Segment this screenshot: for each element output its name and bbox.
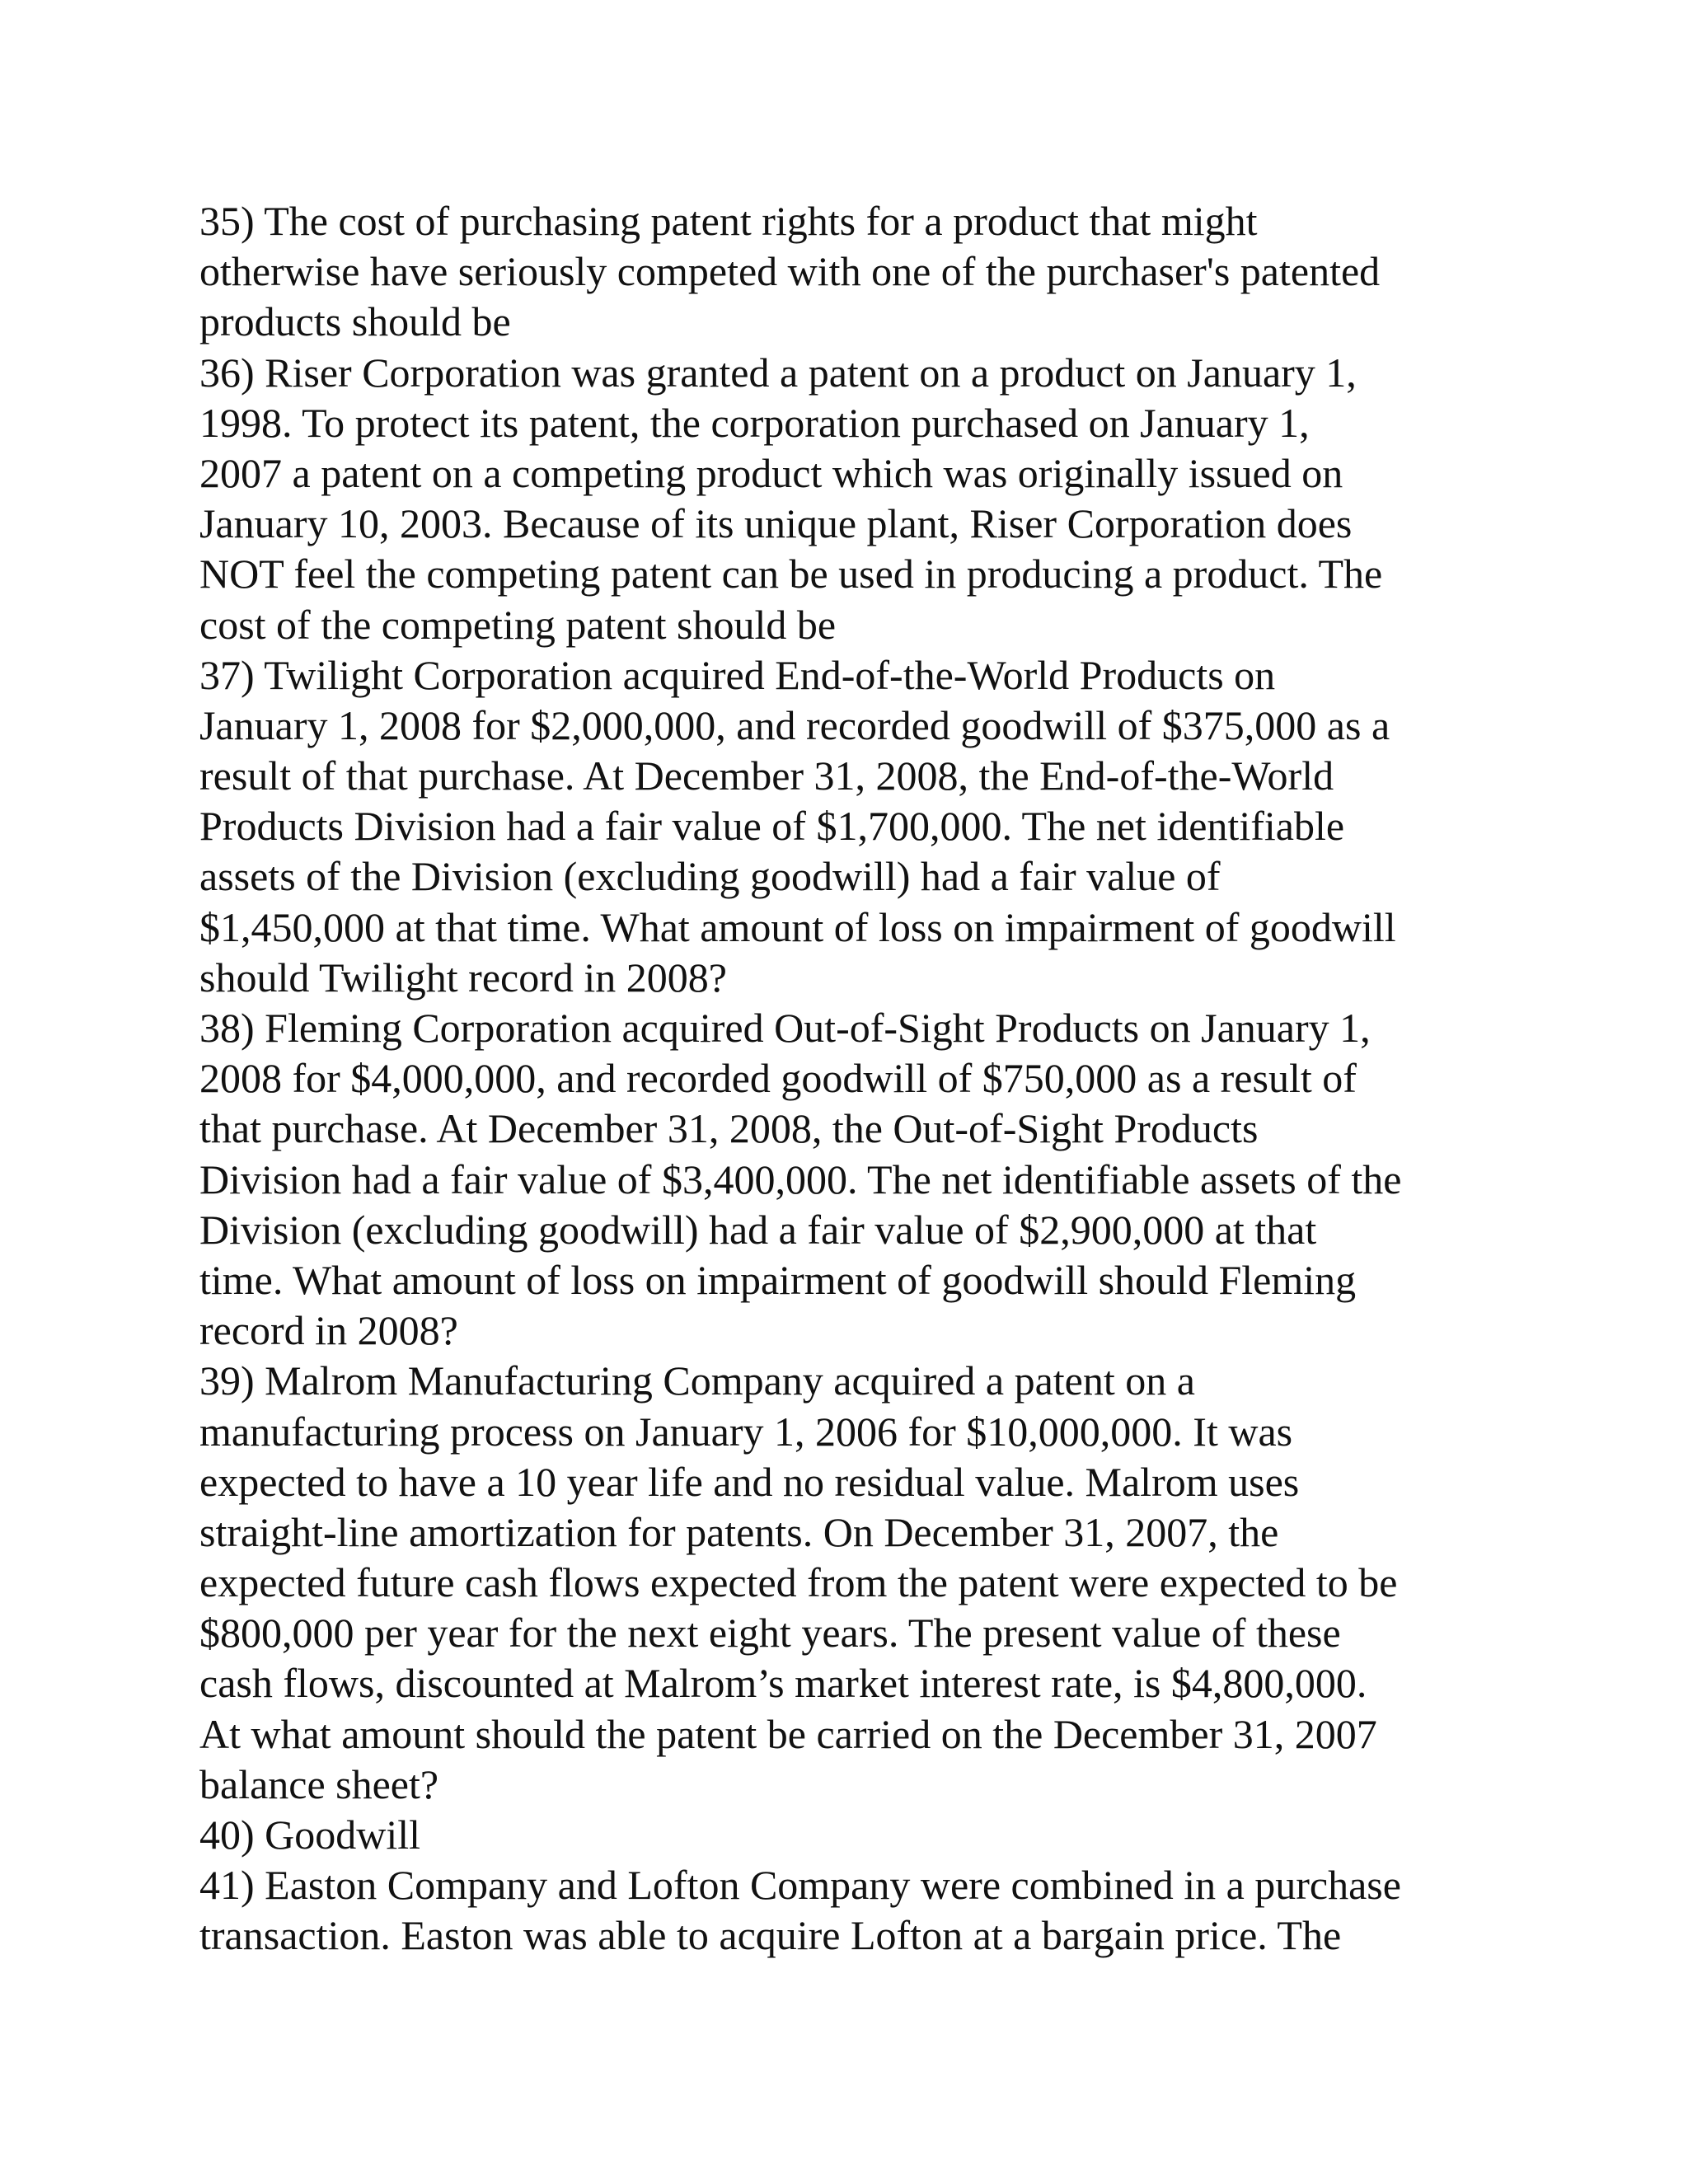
text-line: cost of the competing patent should be <box>199 601 837 648</box>
text-line: $1,450,000 at that time. What amount of loss on impairment of goodwill <box>199 903 1396 950</box>
text-line: 1998. To protect its patent, the corporation purchased on January 1, <box>199 399 1310 446</box>
text-line: Products Division had a fair value of $1,700,000. The net identifiable <box>199 803 1345 850</box>
text-line: Division had a fair value of $3,400,000. The net identifiable assets of the <box>199 1155 1402 1202</box>
text-line: January 10, 2003. Because of its unique plant, Riser Corporation does <box>199 500 1353 547</box>
text-line: expected future cash flows expected from the patent were expected to be <box>199 1559 1398 1606</box>
text-line: Division (excluding goodwill) had a fair value of $2,900,000 at that <box>199 1206 1317 1253</box>
text-line: otherwise have seriously competed with one of the purchaser's patented <box>199 248 1381 295</box>
text-line: result of that purchase. At December 31, 2008, the End-of-the-World <box>199 752 1334 799</box>
text-line: products should be <box>199 298 511 345</box>
text-line: cash flows, discounted at Malrom’s market interest rate, is $4,800,000. <box>199 1660 1367 1707</box>
text-line: balance sheet? <box>199 1760 439 1807</box>
text-line: NOT feel the competing patent can be used in producing a product. The <box>199 551 1383 598</box>
text-line: 36) Riser Corporation was granted a patent on a product on January 1, <box>199 349 1357 396</box>
text-line: assets of the Division (excluding goodwill) had a fair value of <box>199 853 1221 900</box>
text-line: 2008 for $4,000,000, and recorded goodwill of $750,000 as a result of <box>199 1055 1357 1102</box>
text-line: $800,000 per year for the next eight years. The present value of these <box>199 1610 1341 1657</box>
text-line: record in 2008? <box>199 1307 458 1354</box>
text-line: 40) Goodwill <box>199 1811 421 1858</box>
text-line: 38) Fleming Corporation acquired Out-of-Sight Products on January 1, <box>199 1005 1371 1051</box>
text-line: At what amount should the patent be carried on the December 31, 2007 <box>199 1710 1377 1757</box>
text-line: transaction. Easton was able to acquire Lofton at a bargain price. The <box>199 1912 1342 1959</box>
text-line: straight-line amortization for patents. On December 31, 2007, the <box>199 1508 1279 1555</box>
text-line: 35) The cost of purchasing patent rights for a product that might <box>199 198 1258 244</box>
text-line: should Twilight record in 2008? <box>199 954 727 1001</box>
text-line: January 1, 2008 for $2,000,000, and recorded goodwill of $375,000 as a <box>199 701 1390 748</box>
text-line: 39) Malrom Manufacturing Company acquired a patent on a <box>199 1357 1195 1404</box>
text-line: 37) Twilight Corporation acquired End-of-the-World Products on <box>199 651 1276 698</box>
text-line: 41) Easton Company and Lofton Company were combined in a purchase <box>199 1862 1401 1909</box>
text-line: 2007 a patent on a competing product which was originally issued on <box>199 449 1343 496</box>
text-line: manufacturing process on January 1, 2006 for $10,000,000. It was <box>199 1408 1293 1455</box>
question-text-block <box>199 196 1518 1961</box>
text-line: expected to have a 10 year life and no residual value. Malrom uses <box>199 1458 1300 1505</box>
text-line: that purchase. At December 31, 2008, the Out-of-Sight Products <box>199 1105 1259 1152</box>
text-line: time. What amount of loss on impairment of goodwill should Fleming <box>199 1256 1357 1303</box>
